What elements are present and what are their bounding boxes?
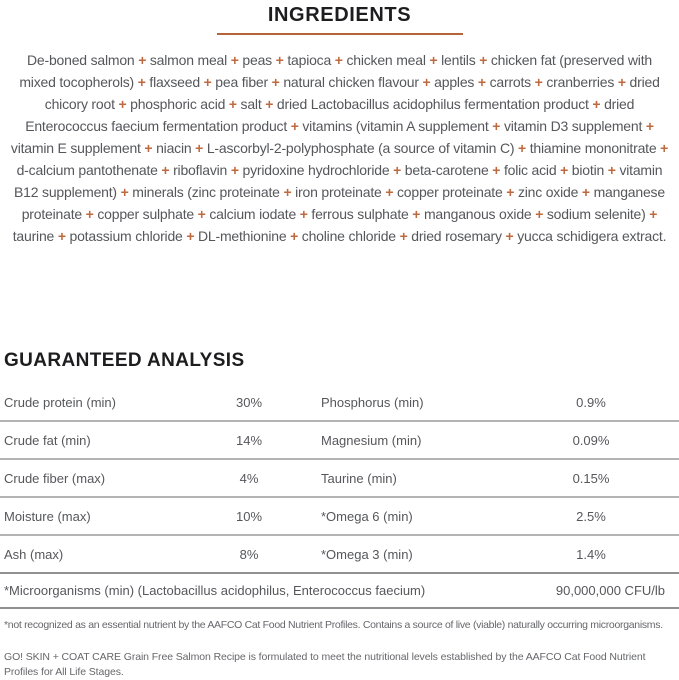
analysis-value-right: 0.09% [572,432,610,448]
ingredient-item: manganese proteinate [21,184,665,222]
asterisk-footnote: *not recognized as an essential nutrient by the AAFCO Cat Food Nutrient Profiles. Contains a source of live (viable) naturally occurring microorganisms. [4,619,663,631]
aafco-statement: GO! SKIN + COAT CARE Grain Free Salmon Recipe is formulated to meet the nutritional levels established by the AAFCO Cat Food Nutrient Profiles for All Life Stages. [4,651,646,678]
guaranteed-analysis-section [0,350,679,680]
analysis-value-left: 14% [235,432,263,448]
ingredient-item: dried chicory root [44,74,660,112]
ingredient-item: copper proteinate [397,184,503,200]
plus-separator: + [514,140,530,156]
ingredient-item: minerals (zinc proteinate [132,184,280,200]
ingredient-item: phosphoric acid [130,96,226,112]
ingredient-item: folic acid [503,162,557,178]
ingredient-item: vitamin E supplement [10,140,141,156]
ingredient-item: niacin [156,140,192,156]
ingredient-item: chicken fat (preserved with mixed tocopherols) [19,52,652,90]
plus-separator: + [531,206,547,222]
ingredient-item: cranberries [546,74,615,90]
analysis-label-left: Crude fat (min) [4,432,91,448]
plus-separator: + [225,96,241,112]
ingredient-item: d-calcium pantothenate [16,162,158,178]
plus-separator: + [261,96,277,112]
ingredient-item: riboflavin [173,162,228,178]
plus-separator: + [116,184,133,200]
ingredient-item: dried Lactobacillus acidophilus fermentation product [276,96,589,112]
plus-separator: + [588,96,605,112]
ingredient-item: flaxseed [149,74,200,90]
ingredient-item: De-boned salmon [27,52,135,68]
ingredient-item: salmon meal [149,52,228,68]
ingredient-item: sodium selenite) [546,206,646,222]
analysis-value-left: 10% [235,508,263,524]
ingredient-item: lentils [441,52,476,68]
plus-separator: + [267,74,284,90]
plus-separator: + [296,206,312,222]
ingredient-item: apples [434,74,475,90]
guaranteed-analysis-title: GUARANTEED ANALYSIS [4,350,245,371]
ingredient-item: peas [242,52,272,68]
analysis-label-right: Phosphorus (min) [321,394,424,410]
plus-separator: + [645,206,658,222]
ingredient-item: chicken meal [346,52,426,68]
plus-separator: + [331,52,347,68]
ingredient-item: vitamin B12 supplement) [14,162,663,200]
plus-separator: + [157,162,174,178]
plus-separator: + [475,52,491,68]
analysis-label-left: Crude protein (min) [4,394,116,410]
plus-separator: + [395,228,412,244]
analysis-label-right: *Omega 3 (min) [321,546,413,562]
ingredient-item: yucca schidigera extract. [517,228,667,244]
analysis-row [0,498,679,536]
plus-separator: + [286,228,302,244]
analysis-row [0,422,679,460]
plus-separator: + [182,228,198,244]
microorganisms-row [0,572,679,609]
plus-separator: + [227,162,243,178]
analysis-label-right: Taurine (min) [321,470,397,486]
plus-separator: + [54,228,70,244]
ingredient-item: biotin [571,162,605,178]
ingredients-title: INGREDIENTS [267,4,412,26]
plus-separator: + [556,162,572,178]
analysis-value-right: 1.4% [576,546,606,562]
analysis-row [0,460,679,498]
microorganisms-label: *Microorganisms (min) (Lactobacillus acidophilus, Enterococcus faecium) [4,583,426,598]
plus-separator: + [381,184,397,200]
plus-separator: + [614,74,630,90]
plus-separator: + [474,74,490,90]
analysis-value-right: 0.9% [576,394,606,410]
plus-separator: + [488,118,504,134]
ingredient-item: L-ascorbyl-2-polyphosphate (a source of vitamin C) [206,140,515,156]
plus-separator: + [502,184,518,200]
analysis-row [0,536,679,572]
plus-separator: + [114,96,131,112]
ingredient-item: thiamine mononitrate [529,140,657,156]
plus-separator: + [134,74,150,90]
plus-separator: + [642,118,654,134]
ingredient-item: zinc oxide [517,184,579,200]
ingredient-item: manganous oxide [423,206,532,222]
ingredient-item: dried rosemary [411,228,502,244]
ingredients-text [0,49,679,247]
ingredient-item: tapioca [287,52,332,68]
analysis-row [0,384,679,422]
ingredient-item: carrots [489,74,531,90]
plus-separator: + [81,206,98,222]
plus-separator: + [271,52,288,68]
analysis-value-left: 8% [239,546,259,562]
ingredient-item: vitamin D3 supplement [503,118,643,134]
ingredient-item: pea fiber [215,74,268,90]
plus-separator: + [425,52,442,68]
plus-separator: + [227,52,243,68]
ingredient-item: iron proteinate [295,184,382,200]
plus-separator: + [488,162,504,178]
plus-separator: + [418,74,435,90]
analysis-value-left: 30% [235,394,263,410]
analysis-label-left: Ash (max) [4,546,64,562]
ingredient-item: vitamins (vitamin A supplement [302,118,489,134]
ingredient-item: pyridoxine hydrochloride [242,162,390,178]
plus-separator: + [389,162,405,178]
analysis-value-right: 0.15% [572,470,610,486]
analysis-value-right: 2.5% [576,508,606,524]
plus-separator: + [134,52,150,68]
analysis-label-right: *Omega 6 (min) [321,508,413,524]
analysis-label-left: Crude fiber (max) [4,470,106,486]
ingredient-item: potassium chloride [69,228,183,244]
ingredient-item: dried Enterococcus faecium fermentation product [25,96,635,134]
plus-separator: + [199,74,216,90]
ingredient-item: DL-methionine [197,228,287,244]
plus-separator: + [287,118,303,134]
plus-separator: + [604,162,620,178]
ingredient-item: copper sulphate [97,206,194,222]
plus-separator: + [193,206,210,222]
analysis-label-left: Moisture (max) [4,508,91,524]
plus-separator: + [279,184,296,200]
plus-separator: + [501,228,518,244]
analysis-label-right: Magnesium (min) [321,432,422,448]
plus-separator: + [578,184,594,200]
microorganisms-value: 90,000,000 CFU/lb [555,583,665,598]
analysis-value-left: 4% [239,470,259,486]
ingredient-item: choline chloride [301,228,396,244]
title-underline [217,33,463,35]
ingredient-item: calcium iodate [209,206,297,222]
ingredient-item: natural chicken flavour [283,74,419,90]
plus-separator: + [140,140,157,156]
ingredient-item: beta-carotene [404,162,489,178]
analysis-table [0,384,679,572]
plus-separator: + [191,140,207,156]
ingredient-item: salt [240,96,262,112]
plus-separator: + [408,206,424,222]
plus-separator: + [530,74,547,90]
plus-separator: + [656,140,669,156]
ingredient-item: taurine [12,228,55,244]
ingredient-item: ferrous sulphate [311,206,409,222]
